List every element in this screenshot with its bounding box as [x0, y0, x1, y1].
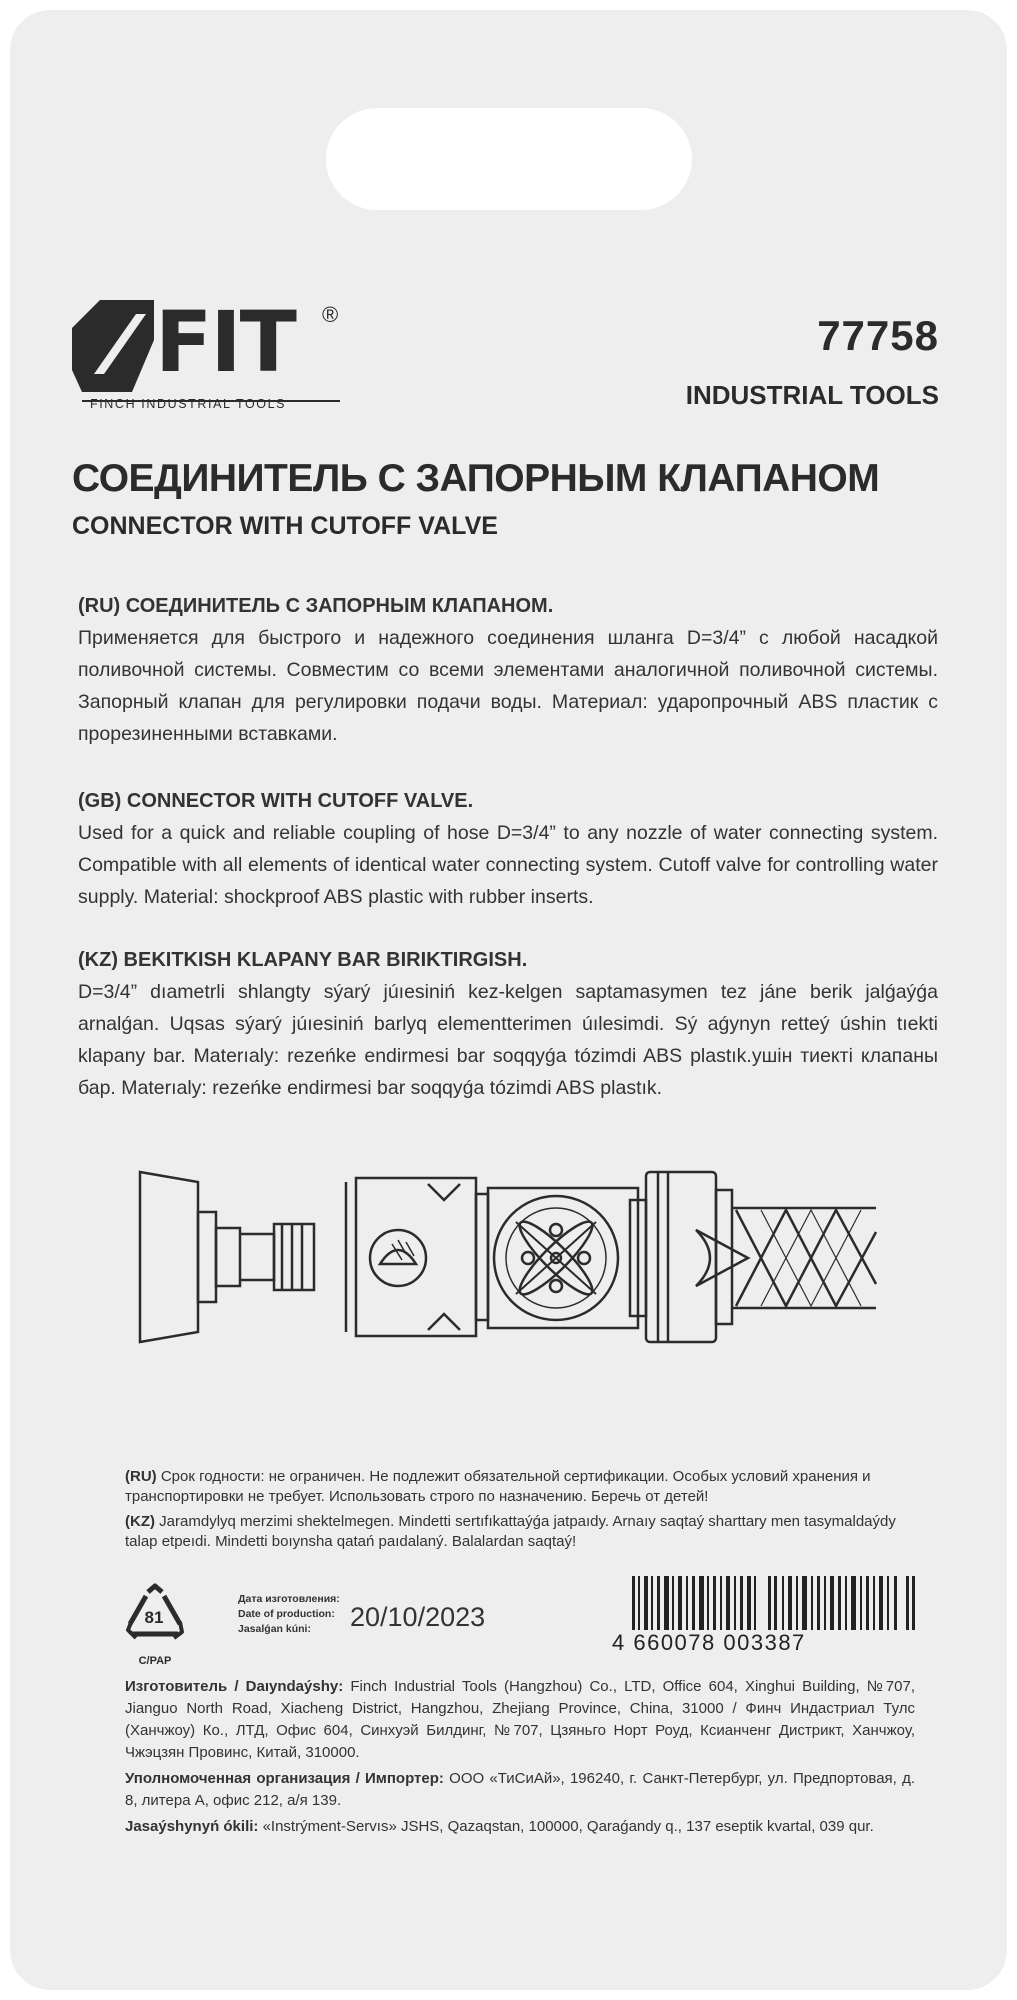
- barcode-number: 4 660078 003387: [612, 1630, 932, 1656]
- description-ru-heading: (RU) СОЕДИНИТЕЛЬ С ЗАПОРНЫМ КЛАПАНОМ.: [78, 595, 554, 617]
- importer-line: [125, 1768, 915, 1812]
- legal-ru: [125, 1467, 915, 1507]
- hang-hole: [326, 108, 692, 210]
- description-gb-body: Used for a quick and reliable coupling of hose D=3/4” to any nozzle of water connecting system. Compatible with all elements of identical water connecting system. Cutoff valve for controlling water supply. Material: shockproof ABS plastic with rubber inserts.: [78, 822, 938, 908]
- description-ru: [78, 590, 938, 750]
- product-title-en: CONNECTOR WITH CUTOFF VALVE: [72, 512, 498, 540]
- representative-text: «Instrýment-Servıs» JSHS, Qazaqstan, 100000, Qaraǵandy q., 137 eseptik kvartal, 039 qur.: [262, 1818, 874, 1835]
- registered-mark: ®: [322, 302, 339, 327]
- article-number: 77758: [817, 312, 939, 359]
- recycle-material: C/PAP: [138, 1655, 172, 1667]
- legal-kz-label: (KZ): [125, 1513, 155, 1530]
- description-kz-body: D=3/4” dıametrli shlangty sýarý júıesiniń kez-kelgen saptamasymen tez jáne berik jalǵaýǵa arnalǵan. Uqsas sýarý júıesiniń barlyq elementterimen úılesimdi. Sý aǵynyn retteý úshin tıekti klapany bar. Materıaly: rezeńke endirmesi bar soqqyǵa tózimdi ABS plastık.ушін тиекті клапаны бар. Materıaly: rezeńke endirmesi bar soqqyǵa tózimdi ABS plastık.: [78, 981, 938, 1099]
- representative-label: Jasaýshynyń ókili:: [125, 1818, 259, 1835]
- legal-kz: [125, 1512, 915, 1552]
- production-date-labels: [238, 1592, 340, 1637]
- logo-subtitle: FINCH INDUSTRIAL TOOLS: [90, 397, 287, 411]
- representative-line: [125, 1816, 915, 1838]
- legal-kz-text: Jaramdylyq merzimi shektelmegen. Mindetti sertıfıkattaýǵa jatpaıdy. Arnaıy saqtaý sharttary men tasymaldaýdy talap etpeıdi. Mindetti boıynsha qatań paıdalaný. Balalardan saqtaý!: [125, 1513, 896, 1550]
- description-kz-heading: (KZ) BEKITKISH KLAPANY BAR BIRIKTIRGISH.: [78, 949, 528, 971]
- legal-ru-label: (RU): [125, 1468, 157, 1485]
- manufacturer-line: [125, 1676, 915, 1764]
- manufacturer-text: Finch Industrial Tools (Hangzhou) Co., LTD, Office 604, Xinghui Building, №707, Jianguo North Road, Xiacheng District, Hangzhou, Zhejiang Province, China, 31000 / Финч Индастриал Тулс (Ханчжоу) Ко., ЛТД, Офис 604, Синхуэй Билдинг, №707, Цзяньго Норт Роуд, Ксианченг Дистрикт, Ханчжоу, Чжэцзян Провинс, Китай, 310000.: [125, 1678, 915, 1761]
- importer-text: ООО «ТиСиАй», 196240, г. Санкт-Петербург, ул. Предпортовая, д. 8, литера А, офис 212, а/я 139.: [125, 1770, 915, 1809]
- description-ru-body: Применяется для быстрого и надежного соединения шланга D=3/4” с любой насадкой поливочной системы. Совместим со всеми элементами аналогичной поливочной системы. Запорный клапан для регулировки подачи воды. Материал: ударопрочный ABS пластик с прорезиненными вставками.: [78, 627, 938, 745]
- description-gb: [78, 785, 938, 913]
- description-kz: [78, 944, 938, 1104]
- production-label-ru: Дата изготовления:: [238, 1593, 340, 1605]
- production-label-en: Date of production:: [238, 1608, 335, 1620]
- manufacturer-label: Изготовитель / Daıyndaýshy:: [125, 1678, 344, 1695]
- manufacturer-info: [125, 1676, 915, 1842]
- brand-tagline: INDUSTRIAL TOOLS: [685, 380, 939, 410]
- production-label-kz: Jasalǵan kúni:: [238, 1623, 311, 1635]
- importer-label: Уполномоченная организация / Импортер:: [125, 1770, 444, 1787]
- production-date: 20/10/2023: [350, 1602, 486, 1632]
- description-gb-heading: (GB) CONNECTOR WITH CUTOFF VALVE.: [78, 790, 474, 812]
- recycle-code: 81: [144, 1608, 164, 1627]
- product-title-ru: СОЕДИНИТЕЛЬ С ЗАПОРНЫМ КЛАПАНОМ: [72, 457, 880, 500]
- legal-ru-text: Срок годности: не ограничен. Не подлежит обязательной сертификации. Особых условий хранения и транспортировки не требует. Использовать строго по назначению. Беречь от детей!: [125, 1468, 871, 1505]
- logo-text: FIT: [155, 293, 295, 391]
- connector-diagram: [136, 1160, 896, 1350]
